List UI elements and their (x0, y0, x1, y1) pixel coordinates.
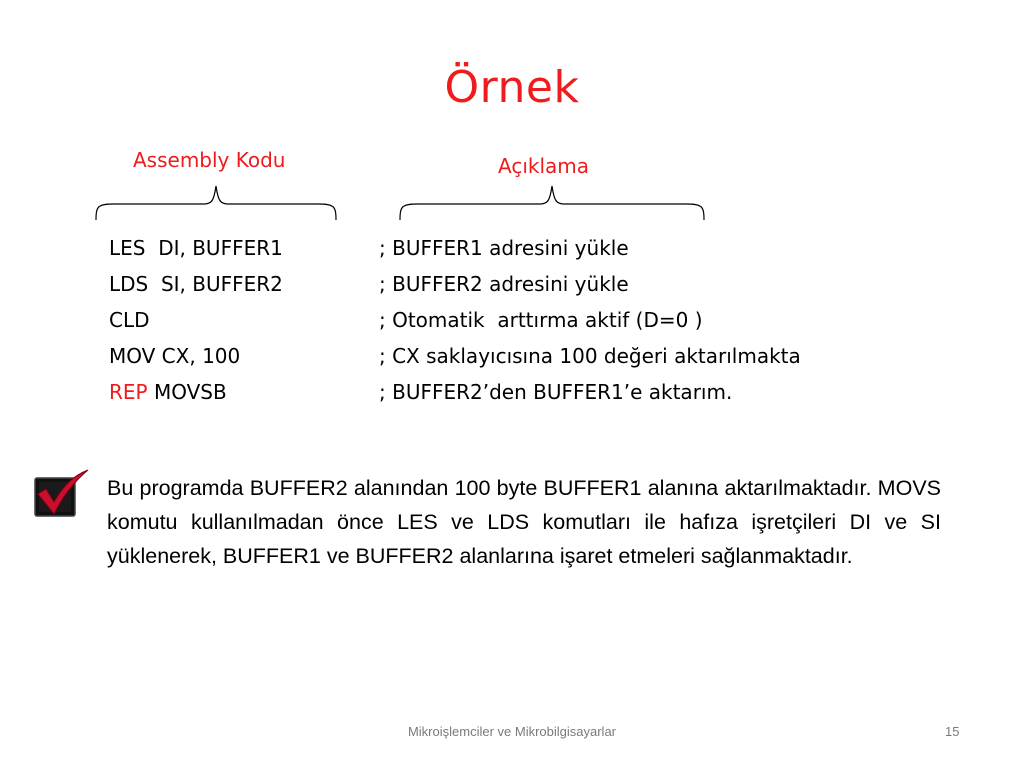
explanation-paragraph: Bu programda BUFFER2 alanından 100 byte BUFFER1 alanına aktarılmaktadır. MOVS komutu kullanılmadan önce LES ve LDS komutları ile hafıza işretçileri DI ve SI yüklenerek, BUFFER1 ve BUFFER2 alanlarına işaret etmeleri sağlanmaktadır. (107, 476, 941, 568)
code-row (109, 374, 801, 410)
code-row (109, 338, 801, 374)
slide-title: Örnek (444, 62, 580, 113)
code-brace-icon (92, 178, 340, 224)
code-instruction: MOVSB (153, 380, 227, 404)
page-number: 15 (945, 724, 960, 739)
assembly-code-label: Assembly Kodu (133, 148, 286, 172)
code-row (109, 230, 801, 266)
footer-text: Mikroişlemciler ve Mikrobilgisayarlar (407, 724, 617, 739)
code-comment: ; BUFFER2 adresini yükle (379, 272, 629, 296)
code-listing (109, 230, 801, 410)
code-comment: ; Otomatik arttırma aktif (D=0 ) (379, 308, 703, 332)
code-instruction: MOV CX, 100 (109, 344, 241, 368)
code-comment: ; CX saklayıcısına 100 değeri aktarılmakta (379, 344, 801, 368)
comment-brace-icon (396, 178, 708, 224)
checkbox-check-icon (32, 468, 92, 520)
code-instruction: LDS SI, BUFFER2 (109, 272, 283, 296)
rep-prefix: REP (109, 380, 148, 404)
code-instruction: LES DI, BUFFER1 (109, 236, 283, 260)
comment-label: Açıklama (498, 154, 590, 178)
code-instruction-rep (109, 374, 379, 410)
code-instruction: CLD (109, 308, 150, 332)
code-row (109, 266, 801, 302)
code-row (109, 302, 801, 338)
code-comment: ; BUFFER2’den BUFFER1’e aktarım. (379, 380, 733, 404)
code-comment: ; BUFFER1 adresini yükle (379, 236, 629, 260)
